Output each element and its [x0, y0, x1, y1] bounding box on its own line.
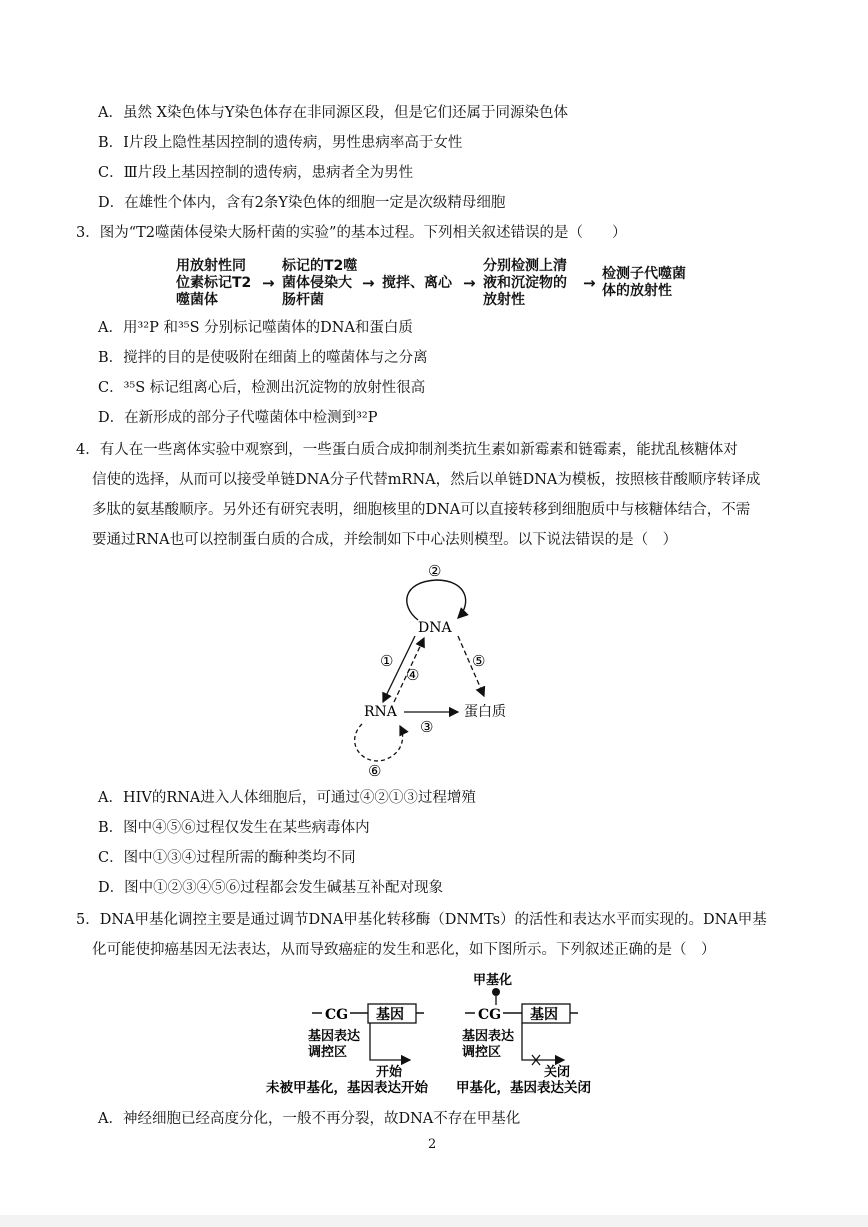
label-4: ④: [406, 666, 420, 684]
q4-option-a: A．HIV的RNA进入人体细胞后，可通过④②①③过程增殖: [98, 790, 476, 806]
q3-option-c: C．³⁵S 标记组离心后，检测出沉淀物的放射性很高: [98, 380, 426, 396]
q3-option-a: A．用³²P 和³⁵S 分别标记噬菌体的DNA和蛋白质: [98, 320, 413, 336]
flow-step-1: 用放射性同 位素标记T2 噬菌体: [176, 258, 252, 308]
region-label-left-2: 调控区: [308, 1045, 348, 1060]
label-5: ⑤: [472, 652, 486, 670]
q5-option-a: A．神经细胞已经高度分化，一般不再分裂，故DNA不存在甲基化: [98, 1111, 521, 1127]
q5-stem-line: 化可能使抑癌基因无法表达，从而导致癌症的发生和恶化，如下图所示。下列叙述正确的是（ ）: [92, 942, 716, 958]
gene-box-left: 基因: [376, 1007, 404, 1023]
q5-stem-line: 5．DNA甲基化调控主要是通过调节DNA甲基化转移酶（DNMTs）的活性和表达水平而实现的。DNA甲基: [76, 912, 767, 928]
flow-arrow: →: [583, 274, 596, 292]
flow-step-4: 分别检测上清 液和沉淀物的 放射性: [483, 258, 567, 308]
dna-node: DNA: [418, 620, 452, 636]
q2-option-c: C．Ⅲ片段上基因控制的遗传病，患病者全为男性: [98, 165, 414, 181]
close-label: 关闭: [544, 1065, 571, 1080]
flow-arrow: →: [463, 274, 476, 292]
q4-stem-line: 4．有人在一些离体实验中观察到，一些蛋白质合成抑制剂类抗生素如新霉素和链霉素，能扰乱核糖体对: [76, 442, 738, 458]
region-label-right-1: 基因表达: [462, 1029, 515, 1044]
q2-option-a: A．虽然 X染色体与Y染色体存在非同源区段，但是它们还属于同源染色体: [98, 105, 568, 121]
q2-option-b: B．Ⅰ片段上隐性基因控制的遗传病，男性患病率高于女性: [98, 135, 463, 151]
flow-step-3: 搅拌、离心: [382, 275, 452, 291]
label-2: ②: [428, 562, 442, 580]
q3-stem: 3．图为“T2噬菌体侵染大肠杆菌的实验”的基本过程。下列相关叙述错误的是（ ）: [76, 225, 627, 241]
q4-option-d: D．图中①②③④⑤⑥过程都会发生碱基互补配对现象: [98, 880, 444, 896]
flow-arrow: →: [262, 274, 275, 292]
region-label-right-2: 调控区: [462, 1045, 502, 1060]
q3-option-b: B．搅拌的目的是使吸附在细菌上的噬菌体与之分离: [98, 350, 428, 366]
page-bottom-edge: [0, 1215, 868, 1227]
protein-node: 蛋白质: [464, 704, 506, 720]
flow-step-5: 检测子代噬菌 体的放射性: [602, 266, 686, 299]
label-1: ①: [380, 652, 394, 670]
region-label-left-1: 基因表达: [308, 1029, 361, 1044]
central-dogma-diagram: [340, 558, 530, 780]
flow-step-2: 标记的T2噬 菌体侵染大 肠杆菌: [282, 258, 358, 308]
cg-label-left: CG: [325, 1007, 349, 1023]
flow-arrow: →: [362, 274, 375, 292]
q4-stem-line: 要通过RNA也可以控制蛋白质的合成，并绘制如下中心法则模型。以下说法错误的是（ ）: [92, 532, 678, 548]
q2-option-d: D．在雄性个体内，含有2条Y染色体的细胞一定是次级精母细胞: [98, 195, 506, 211]
methyl-label: 甲基化: [473, 973, 513, 988]
q4-stem-line: 多肽的氨基酸顺序。另外还有研究表明，细胞核里的DNA可以直接转移到细胞质中与核糖体结合，不需: [92, 502, 751, 518]
q4-option-c: C．图中①③④过程所需的酶种类均不同: [98, 850, 356, 866]
rna-node: RNA: [364, 704, 397, 720]
caption-unmethylated: 未被甲基化，基因表达开始: [266, 1080, 428, 1096]
label-3: ③: [420, 718, 434, 736]
start-label: 开始: [376, 1065, 403, 1080]
gene-box-right: 基因: [530, 1007, 558, 1023]
q4-stem-line: 信使的选择，从而可以接受单链DNA分子代替mRNA，然后以单链DNA为模板，按照核苷酸顺序转译成: [92, 472, 761, 488]
page-number: 2: [428, 1137, 437, 1152]
methylation-diagram: [260, 964, 620, 1099]
q3-option-d: D．在新形成的部分子代噬菌体中检测到³²P: [98, 410, 378, 426]
q4-option-b: B．图中④⑤⑥过程仅发生在某些病毒体内: [98, 820, 370, 836]
label-6: ⑥: [368, 762, 382, 780]
caption-methylated: 甲基化，基因表达关闭: [456, 1080, 591, 1096]
cg-label-right: CG: [478, 1007, 502, 1023]
